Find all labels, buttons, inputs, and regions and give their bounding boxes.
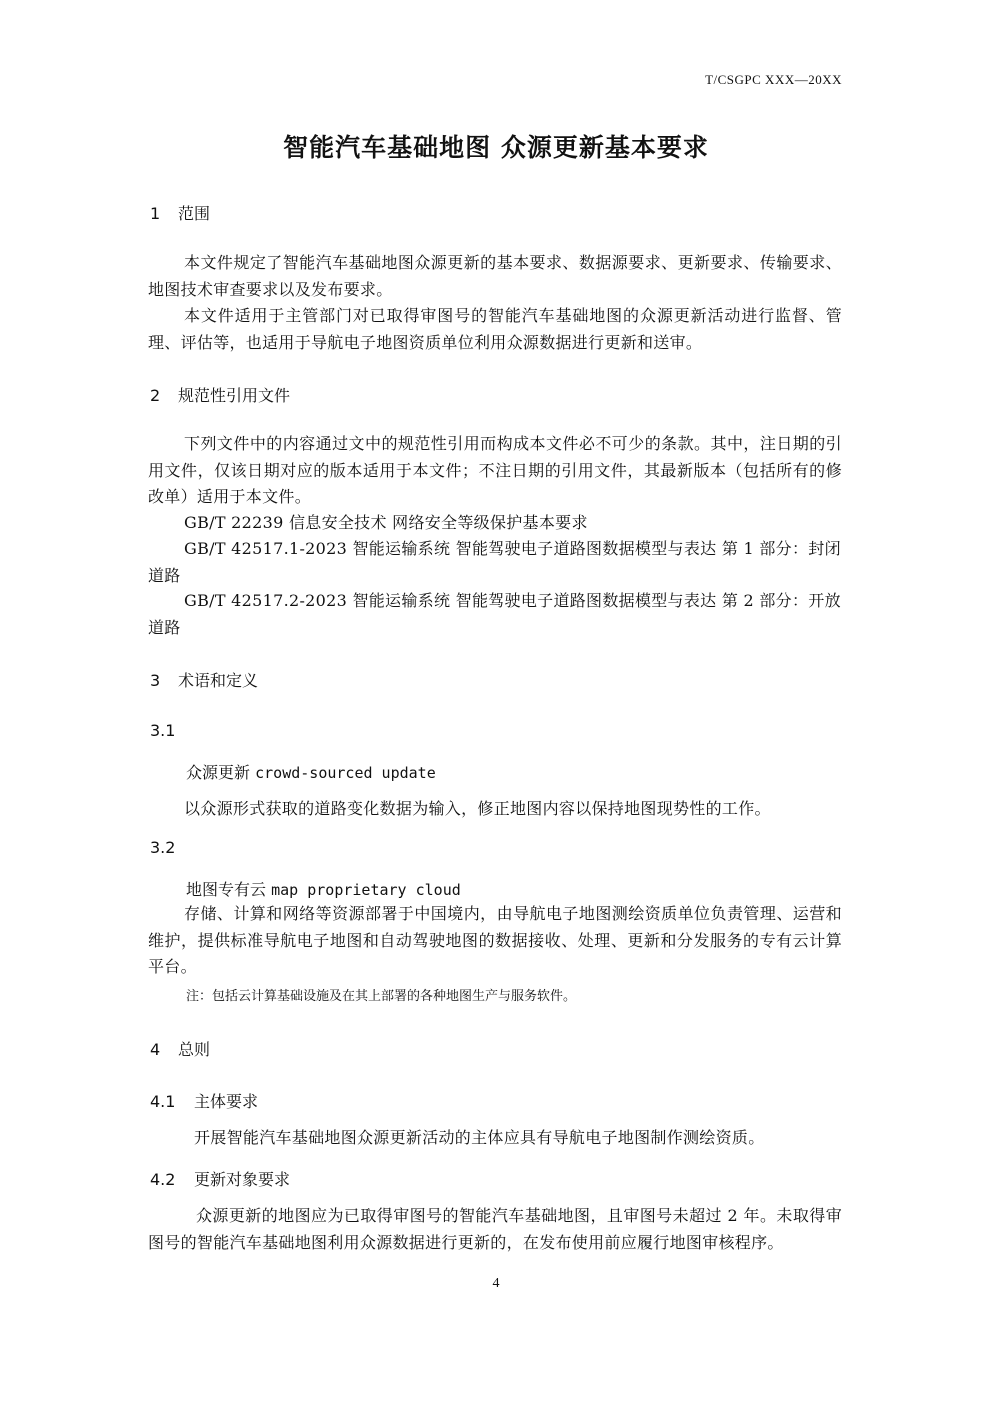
section-title: 总则	[178, 1040, 211, 1059]
term-3-2-definition: 存储、计算和网络等资源部署于中国境内，由导航电子地图测绘资质单位负责管理、运营和维护，提供标准导航电子地图和自动驾驶地图的数据接收、处理、更新和分发服务的专有云计算平台。	[148, 904, 842, 976]
document-title: 智能汽车基础地图 众源更新基本要求	[283, 133, 709, 162]
scope-paragraph-1: 本文件规定了智能汽车基础地图众源更新的基本要求、数据源要求、更新要求、传输要求、地图技术审查要求以及发布要求。	[148, 253, 842, 299]
subsection-4-1-heading	[150, 1089, 258, 1112]
term-zh: 地图专有云	[186, 880, 267, 899]
term-3-1-name	[186, 760, 436, 783]
subsection-title: 更新对象要求	[194, 1170, 291, 1189]
section-3-heading	[150, 668, 258, 691]
subsection-number: 4.2	[150, 1170, 176, 1189]
subsection-4-2-paragraph: 众源更新的地图应为已取得审图号的智能汽车基础地图，且审图号未超过 2 年。未取得审图号的智能汽车基础地图利用众源数据进行更新的，在发布使用前应履行地图审核程序。	[148, 1206, 842, 1252]
page-number: 4	[492, 1276, 500, 1291]
section-number: 1	[150, 204, 161, 223]
subsection-4-1-paragraph: 开展智能汽车基础地图众源更新活动的主体应具有导航电子地图制作测绘资质。	[194, 1128, 765, 1147]
section-number: 2	[150, 386, 161, 405]
reference-item: GB/T 42517.1-2023 智能运输系统 智能驾驶电子道路图数据模型与表达 第 1 部分：封闭道路	[148, 539, 841, 585]
scope-paragraph-2: 本文件适用于主管部门对已取得审图号的智能汽车基础地图的众源更新活动进行监督、管理、评估等，也适用于导航电子地图资质单位利用众源数据进行更新和送审。	[148, 306, 842, 352]
section-number: 3	[150, 671, 161, 690]
section-2-heading	[150, 383, 290, 406]
subsection-number: 4.1	[150, 1092, 176, 1111]
term-3-2-name	[186, 877, 461, 900]
section-number: 4	[150, 1040, 161, 1059]
term-3-2-number: 3.2	[150, 838, 176, 857]
references-intro-paragraph: 下列文件中的内容通过文中的规范性引用而构成本文件必不可少的条款。其中，注日期的引用文件，仅该日期对应的版本适用于本文件；不注日期的引用文件，其最新版本（包括所有的修改单）适用于本文件。	[148, 434, 842, 506]
term-en: map proprietary cloud	[271, 881, 461, 899]
term-3-1-number: 3.1	[150, 721, 176, 740]
reference-item: GB/T 22239 信息安全技术 网络安全等级保护基本要求	[184, 513, 588, 532]
section-1-heading	[150, 201, 210, 224]
subsection-4-2-heading	[150, 1167, 290, 1190]
term-3-2-note: 注：包括云计算基础设施及在其上部署的各种地图生产与服务软件。	[186, 989, 577, 1004]
section-title: 范围	[178, 204, 211, 223]
term-3-1-definition: 以众源形式获取的道路变化数据为输入，修正地图内容以保持地图现势性的工作。	[184, 799, 771, 818]
reference-item: GB/T 42517.2-2023 智能运输系统 智能驾驶电子道路图数据模型与表达 第 2 部分：开放道路	[148, 591, 841, 637]
subsection-title: 主体要求	[194, 1092, 259, 1111]
term-zh: 众源更新	[186, 763, 251, 782]
term-en: crowd-sourced update	[255, 764, 436, 782]
section-4-heading	[150, 1037, 210, 1060]
standard-code: T/CSGPC XXX—20XX	[705, 72, 842, 87]
section-title: 规范性引用文件	[178, 386, 291, 405]
section-title: 术语和定义	[178, 671, 259, 690]
